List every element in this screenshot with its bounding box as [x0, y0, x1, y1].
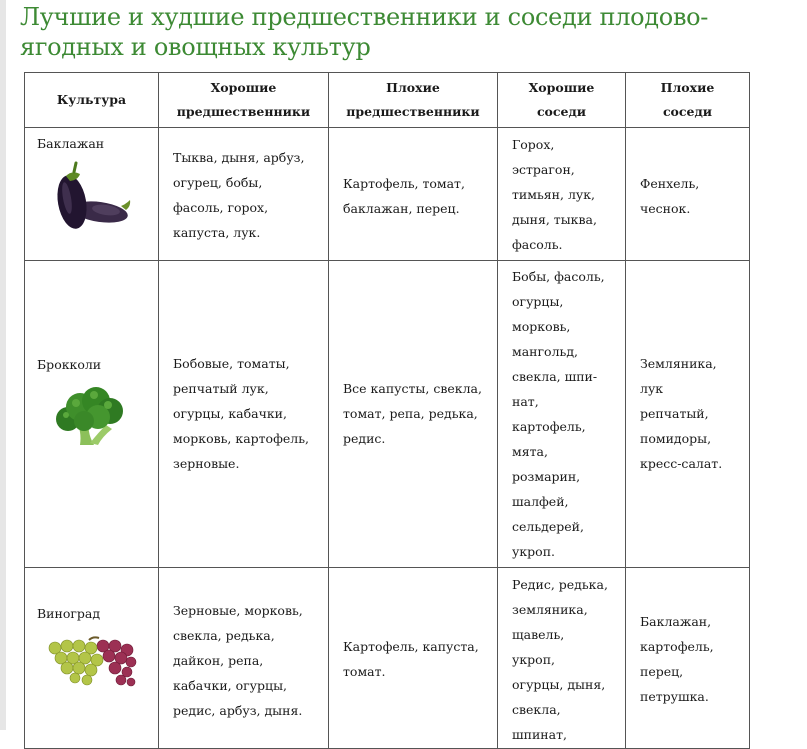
bad-neighbors-line: перец,: [640, 664, 684, 679]
bad-neighbors-line: чеснок.: [640, 201, 691, 216]
good-neighbors-line: шалфей,: [512, 494, 569, 509]
good-neighbors-line: укроп.: [512, 544, 555, 559]
good-neighbors-line: Редис, редька,: [512, 577, 608, 592]
bad-predecessors-line: Все капусты, свекла,: [343, 381, 482, 396]
good-predecessors-line: репчатый лук,: [173, 381, 269, 396]
good-neighbors-line: розмарин,: [512, 469, 581, 484]
bad-neighbors-line: Баклажан,: [640, 614, 712, 629]
good-neighbors-line: нат,: [512, 394, 539, 409]
bad-neighbors-line: Земляника,: [640, 356, 717, 371]
bad-predecessors-cell: [329, 261, 498, 568]
header-bad-predecessors-line1: Плохие: [386, 80, 440, 95]
page-left-rule: [0, 0, 6, 730]
good-neighbors-line: мята,: [512, 444, 548, 459]
good-neighbors-line: огурцы, дыня,: [512, 677, 606, 692]
good-neighbors-line: эстрагон,: [512, 162, 575, 177]
page-title: Лучшие и худшие предшественники и соседи плодово-ягодных и овощных культур: [20, 3, 709, 61]
bad-neighbors-line: кресс-салат.: [640, 456, 723, 471]
crop-cell: [25, 568, 159, 749]
table-row: [25, 568, 750, 749]
bad-predecessors-line: баклажан, перец.: [343, 201, 460, 216]
header-good-predecessors-line1: Хорошие: [210, 80, 277, 95]
good-neighbors-line: сельдерей,: [512, 519, 584, 534]
good-predecessors-line: Тыква, дыня, арбуз,: [173, 150, 305, 165]
table-row: [25, 128, 750, 261]
header-good-neighbors-line1: Хорошие: [528, 80, 595, 95]
good-neighbors-line: тимьян, лук,: [512, 187, 596, 202]
crop-name: Брокколи: [37, 357, 102, 372]
good-neighbors-line: Горох,: [512, 137, 555, 152]
bad-predecessors-line: Картофель, томат,: [343, 176, 465, 191]
good-predecessors-line: фасоль, горох,: [173, 200, 269, 215]
header-crop: [25, 73, 159, 128]
bad-neighbors-line: петрушка.: [640, 689, 709, 704]
header-good-neighbors: [498, 73, 626, 128]
good-neighbors-line: фасоль.: [512, 237, 563, 252]
good-neighbors-line: свекла,: [512, 702, 561, 717]
good-predecessors-line: свекла, редька,: [173, 628, 275, 643]
header-good-predecessors-line2: предшественники: [176, 104, 311, 119]
good-predecessors-line: Бобовые, томаты,: [173, 356, 290, 371]
bad-neighbors-cell: [626, 128, 750, 261]
bad-neighbors-line: лук: [640, 381, 664, 396]
header-bad-neighbors-line1: Плохие: [660, 80, 715, 95]
bad-neighbors-cell: [626, 261, 750, 568]
bad-predecessors-cell: [329, 568, 498, 749]
good-neighbors-line: укроп,: [512, 652, 555, 667]
eggplant-icon: [50, 160, 132, 232]
header-crop-label: Культура: [56, 92, 127, 107]
good-neighbors-line: Бобы, фасоль,: [512, 269, 605, 284]
good-predecessors-line: морковь, картофель,: [173, 431, 309, 446]
header-bad-predecessors: [329, 73, 498, 128]
header-bad-neighbors: [626, 73, 750, 128]
bad-predecessors-line: томат, репа, редька,: [343, 406, 478, 421]
good-neighbors-line: земляника,: [512, 602, 588, 617]
bad-predecessors-line: Картофель, капуста,: [343, 639, 479, 654]
header-bad-neighbors-line2: соседи: [662, 104, 713, 119]
bad-predecessors-cell: [329, 128, 498, 261]
header-good-neighbors-line2: соседи: [536, 104, 587, 119]
good-neighbors-line: свекла, шпи-: [512, 369, 598, 384]
good-neighbors-line: щавель,: [512, 627, 565, 642]
header-bad-predecessors-line2: предшественники: [346, 104, 480, 119]
good-neighbors-line: дыня, тыква,: [512, 212, 597, 227]
broccoli-icon: [50, 385, 130, 449]
bad-neighbors-line: помидоры,: [640, 431, 712, 446]
bad-neighbors-line: репчатый,: [640, 406, 709, 421]
good-neighbors-cell: [498, 261, 626, 568]
good-neighbors-cell: [498, 568, 626, 749]
bad-predecessors-line: редис.: [343, 431, 386, 446]
good-neighbors-line: мангольд,: [512, 344, 578, 359]
bad-neighbors-cell: [626, 568, 750, 749]
table-header-row: [25, 73, 750, 128]
header-good-predecessors: [159, 73, 329, 128]
good-neighbors-line: морковь,: [512, 319, 571, 334]
good-neighbors-cell: [498, 128, 626, 261]
good-predecessors-line: огурцы, кабачки,: [173, 406, 287, 421]
crop-cell: [25, 128, 159, 261]
good-predecessors-line: капуста, лук.: [173, 225, 261, 240]
good-neighbors-line: огурцы,: [512, 294, 564, 309]
grapes-icon: [45, 634, 137, 692]
good-predecessors-cell: [159, 261, 329, 568]
crop-cell: [25, 261, 159, 568]
crop-name: Виноград: [37, 606, 101, 621]
good-predecessors-line: зерновые.: [173, 456, 240, 471]
good-neighbors-line: картофель,: [512, 419, 586, 434]
bad-neighbors-line: картофель,: [640, 639, 714, 654]
good-predecessors-cell: [159, 568, 329, 749]
table-row: [25, 261, 750, 568]
bad-neighbors-line: Фенхель,: [640, 176, 700, 191]
good-predecessors-cell: [159, 128, 329, 261]
good-predecessors-line: кабачки, огурцы,: [173, 678, 287, 693]
good-predecessors-line: дайкон, репа,: [173, 653, 264, 668]
crop-companion-table: [24, 72, 750, 749]
good-predecessors-line: Зерновые, морковь,: [173, 603, 303, 618]
good-predecessors-line: огурец, бобы,: [173, 175, 263, 190]
bad-predecessors-line: томат.: [343, 664, 386, 679]
good-predecessors-line: редис, арбуз, дыня.: [173, 703, 303, 718]
crop-name: Баклажан: [37, 136, 105, 151]
good-neighbors-line: шпинат,: [512, 727, 567, 742]
